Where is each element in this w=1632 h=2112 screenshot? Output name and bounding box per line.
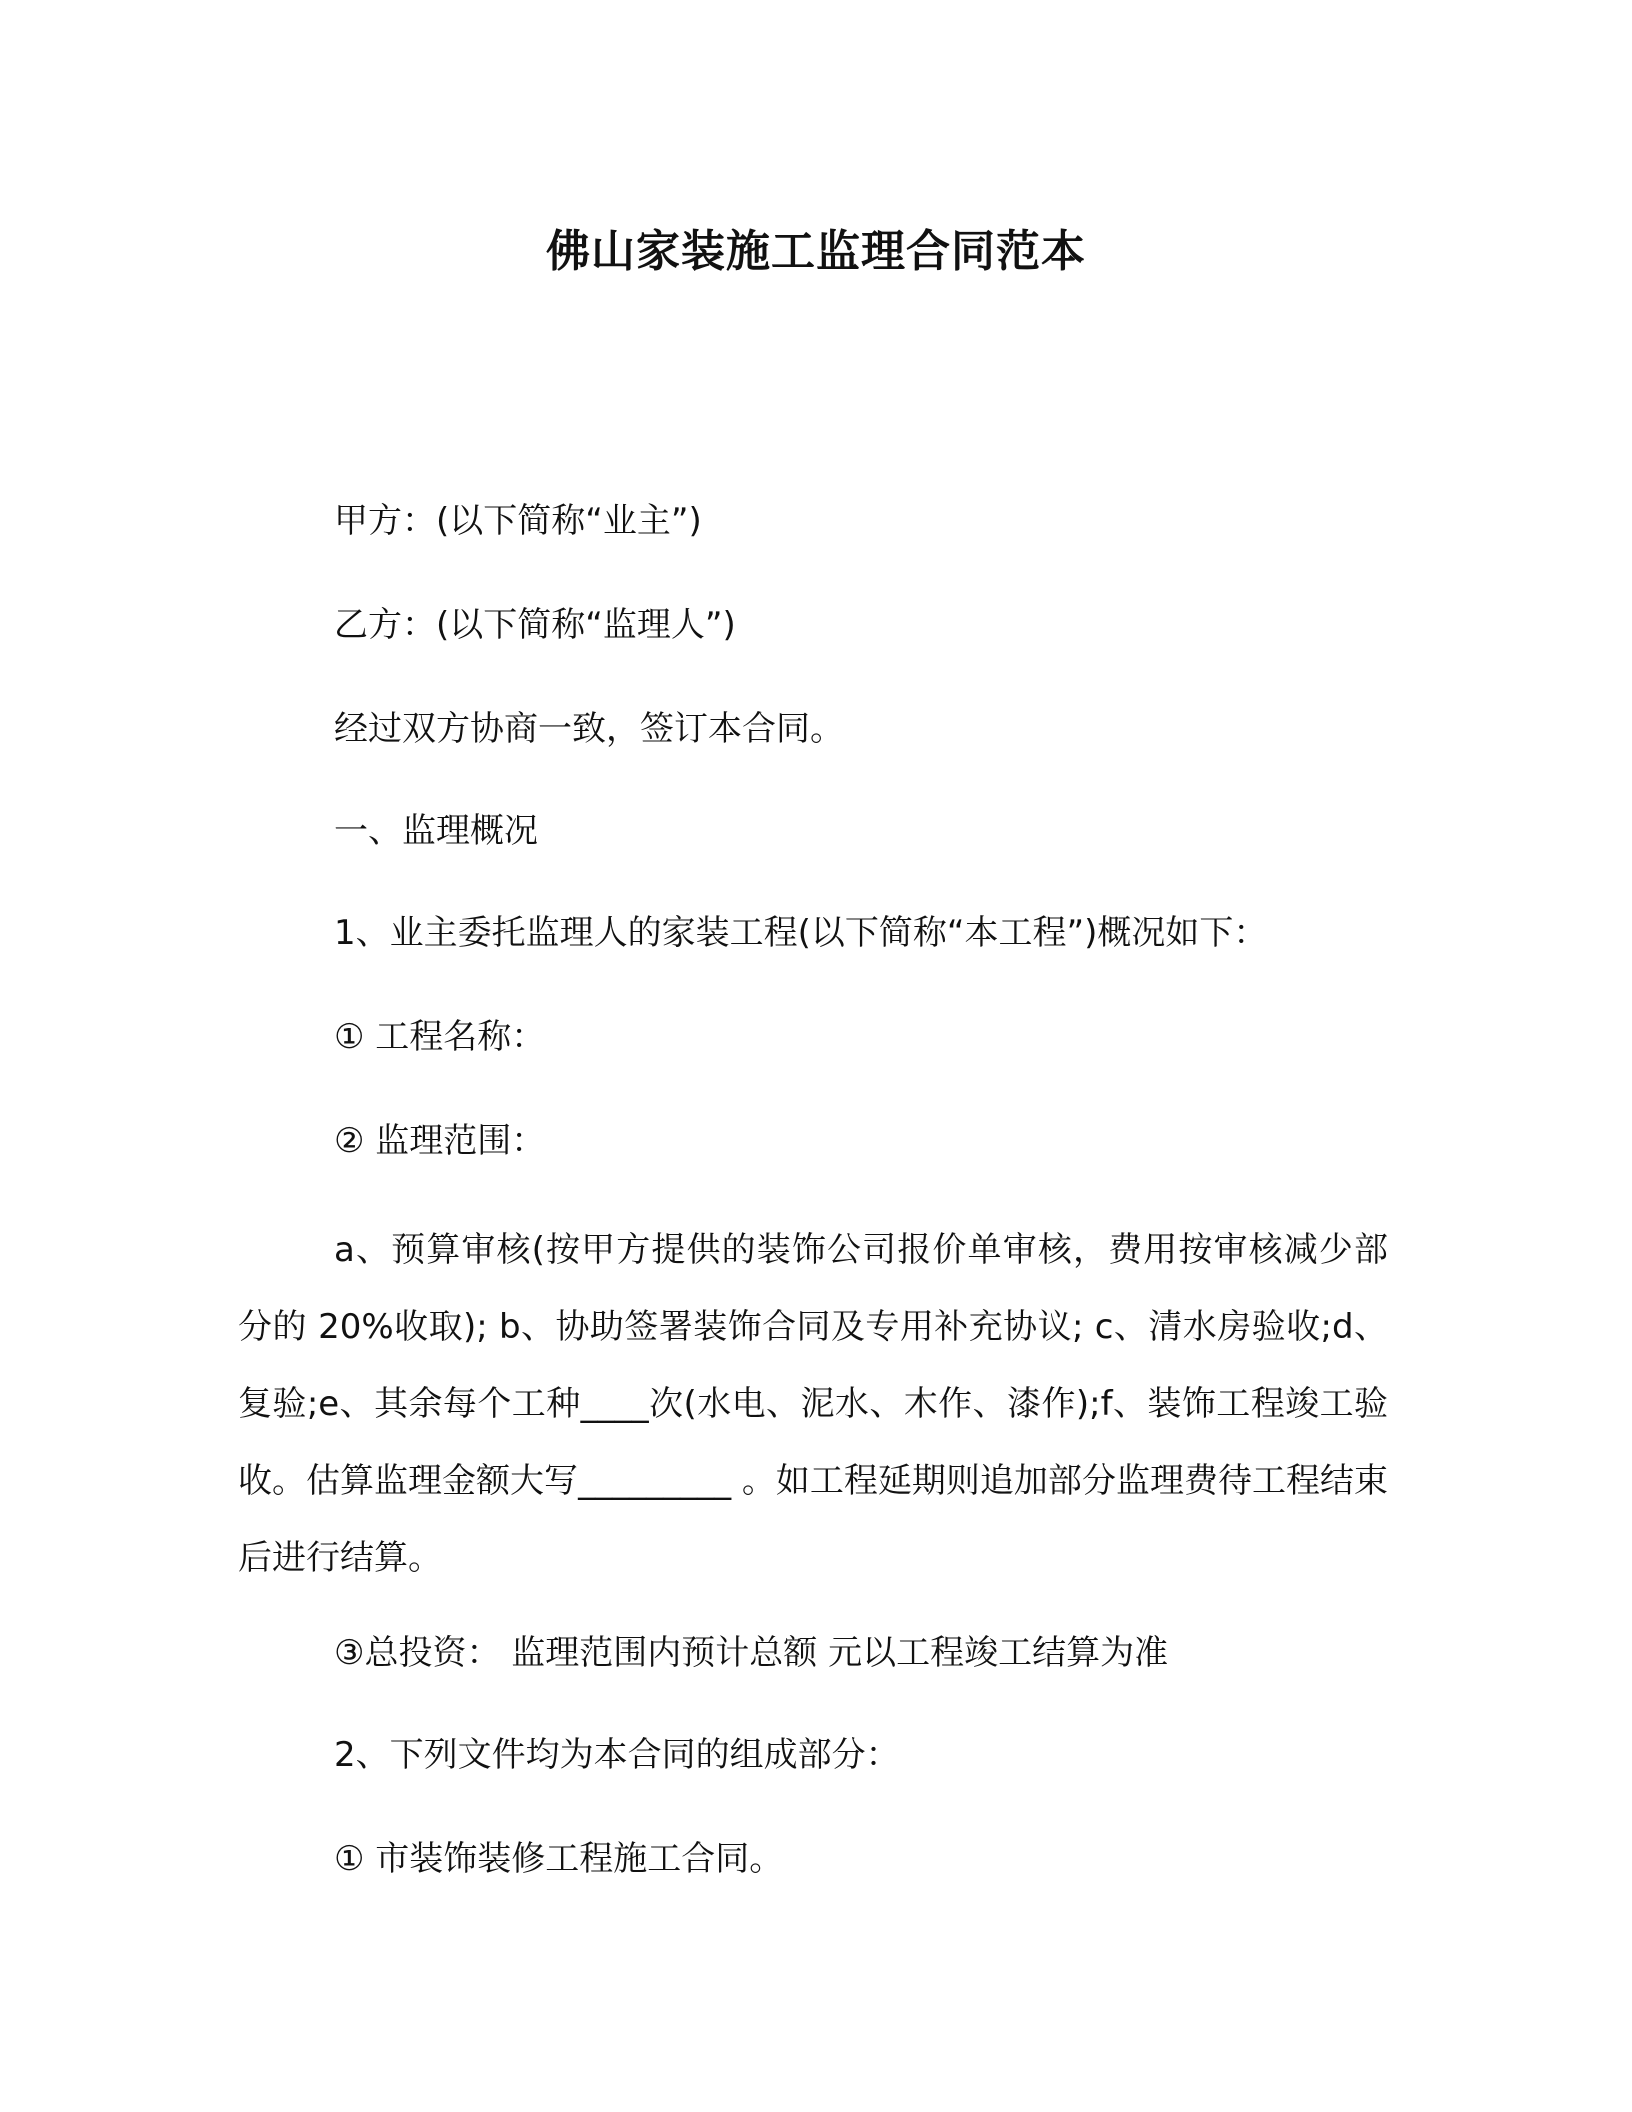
party-a-line: 甲方：(以下简称“业主”) (334, 501, 702, 541)
item-1-project-name: ① 工程名称： (334, 1017, 546, 1057)
party-b-line: 乙方：(以下简称“监理人”) (334, 605, 736, 645)
item-2-1: ① 市装饰装修工程施工合同。 (334, 1839, 784, 1879)
document-title: 佛山家装施工监理合同范本 (546, 226, 1086, 277)
section-1-heading: 一、监理概况 (334, 811, 538, 851)
item-2: 2、下列文件均为本合同的组成部分： (334, 1735, 900, 1775)
scope-paragraph: a、预算审核(按甲方提供的装饰公司报价单审核，费用按审核减少部分的 20%收取); b、协助签署装饰合同及专用补充协议; c、清水房验收;d、复验;e、其余每个工种____次(水电、泥水、木作、漆作);f、装饰工程竣工验收。估算监理金额大写_________ 。如工程延期则追加部分监理费待工程结束后进行结算。 (238, 1230, 1388, 1578)
item-1-total-investment: ③总投资： 监理范围内预计总额 元以工程竣工结算为准 (334, 1633, 1169, 1673)
agreement-line: 经过双方协商一致，签订本合同。 (334, 709, 844, 749)
item-1-scope-label: ② 监理范围： (334, 1121, 546, 1161)
item-1: 1、业主委托监理人的家装工程(以下简称“本工程”)概况如下： (334, 913, 1268, 953)
